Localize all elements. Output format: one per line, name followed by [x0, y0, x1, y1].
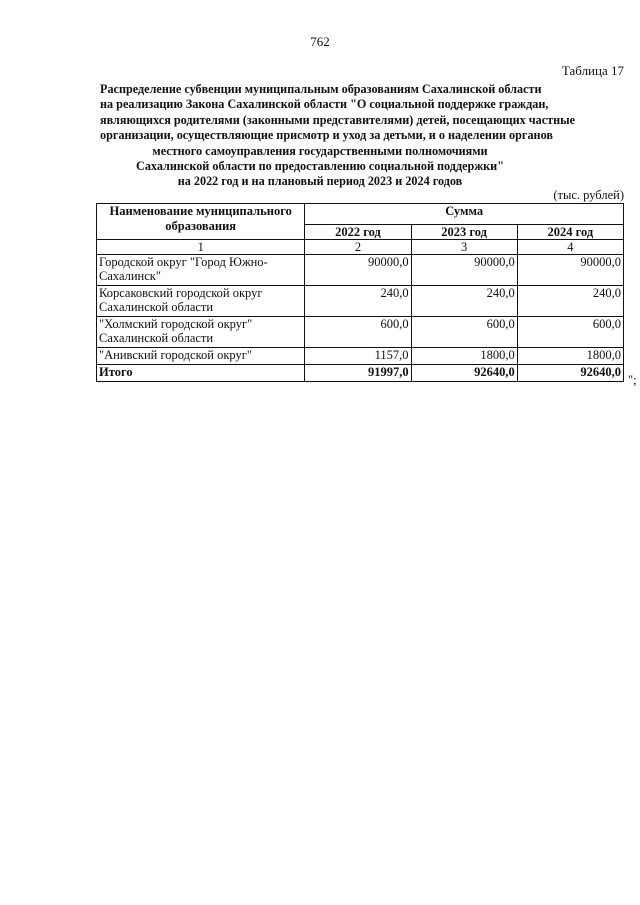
total-2024: 92640,0: [517, 365, 623, 382]
header-sum: Сумма: [305, 204, 624, 225]
value-2024: 600,0: [517, 317, 623, 348]
table-row: [97, 286, 624, 317]
column-number: 2: [305, 240, 411, 255]
title-line: местного самоуправления государственными полномочиями: [152, 143, 488, 158]
municipality-name: "Холмский городской округ" Сахалинской области: [97, 317, 305, 348]
value-2024: 240,0: [517, 286, 623, 317]
value-2024: 1800,0: [517, 348, 623, 365]
header-year-2022: 2022 год: [305, 225, 411, 240]
title-line: Распределение субвенции муниципальным образованиям Сахалинской области: [100, 82, 542, 96]
title-line: на реализацию Закона Сахалинской области "О социальной поддержке граждан,: [100, 97, 549, 112]
table-label: Таблица 17: [561, 63, 624, 78]
total-label: Итого: [97, 365, 305, 382]
value-2023: 90000,0: [411, 255, 517, 286]
page-number: 762: [310, 34, 330, 49]
column-number: 4: [517, 240, 623, 255]
header-name: Наименование муниципального образования: [97, 204, 305, 240]
closing-quote: ";: [628, 373, 637, 387]
column-number: 1: [97, 240, 305, 255]
title-line: организации, осуществляющие присмотр и уход за детьми, и о наделении органов: [100, 128, 553, 143]
municipality-name: "Анивский городской округ": [97, 348, 305, 365]
column-number: 3: [411, 240, 517, 255]
total-row: [97, 365, 624, 382]
table-row: [97, 348, 624, 365]
value-2022: 90000,0: [305, 255, 411, 286]
value-2022: 1157,0: [305, 348, 411, 365]
table-row: [97, 255, 624, 286]
total-2023: 92640,0: [411, 365, 517, 382]
value-2022: 240,0: [305, 286, 411, 317]
value-2023: 600,0: [411, 317, 517, 348]
title-line: на 2022 год и на плановый период 2023 и 2024 годов: [177, 174, 463, 189]
value-2022: 600,0: [305, 317, 411, 348]
table-header-row: [97, 204, 624, 225]
value-2023: 1800,0: [411, 348, 517, 365]
table-row: [97, 317, 624, 348]
column-number-row: [97, 240, 624, 255]
value-2023: 240,0: [411, 286, 517, 317]
total-2022: 91997,0: [305, 365, 411, 382]
value-2024: 90000,0: [517, 255, 623, 286]
header-year-2024: 2024 год: [517, 225, 623, 240]
municipality-name: Корсаковский городской округ Сахалинской области: [97, 286, 305, 317]
units-label: (тыс. рублей): [553, 188, 624, 202]
municipality-name: Городской округ "Город Южно-Сахалинск": [97, 255, 305, 286]
title-line: Сахалинской области по предоставлению социальной поддержки": [136, 159, 504, 174]
header-year-2023: 2023 год: [411, 225, 517, 240]
subsidy-table: [96, 203, 624, 382]
title-line: являющихся родителями (законными представителями) детей, посещающих частные: [100, 112, 576, 127]
document-title: [100, 82, 576, 190]
